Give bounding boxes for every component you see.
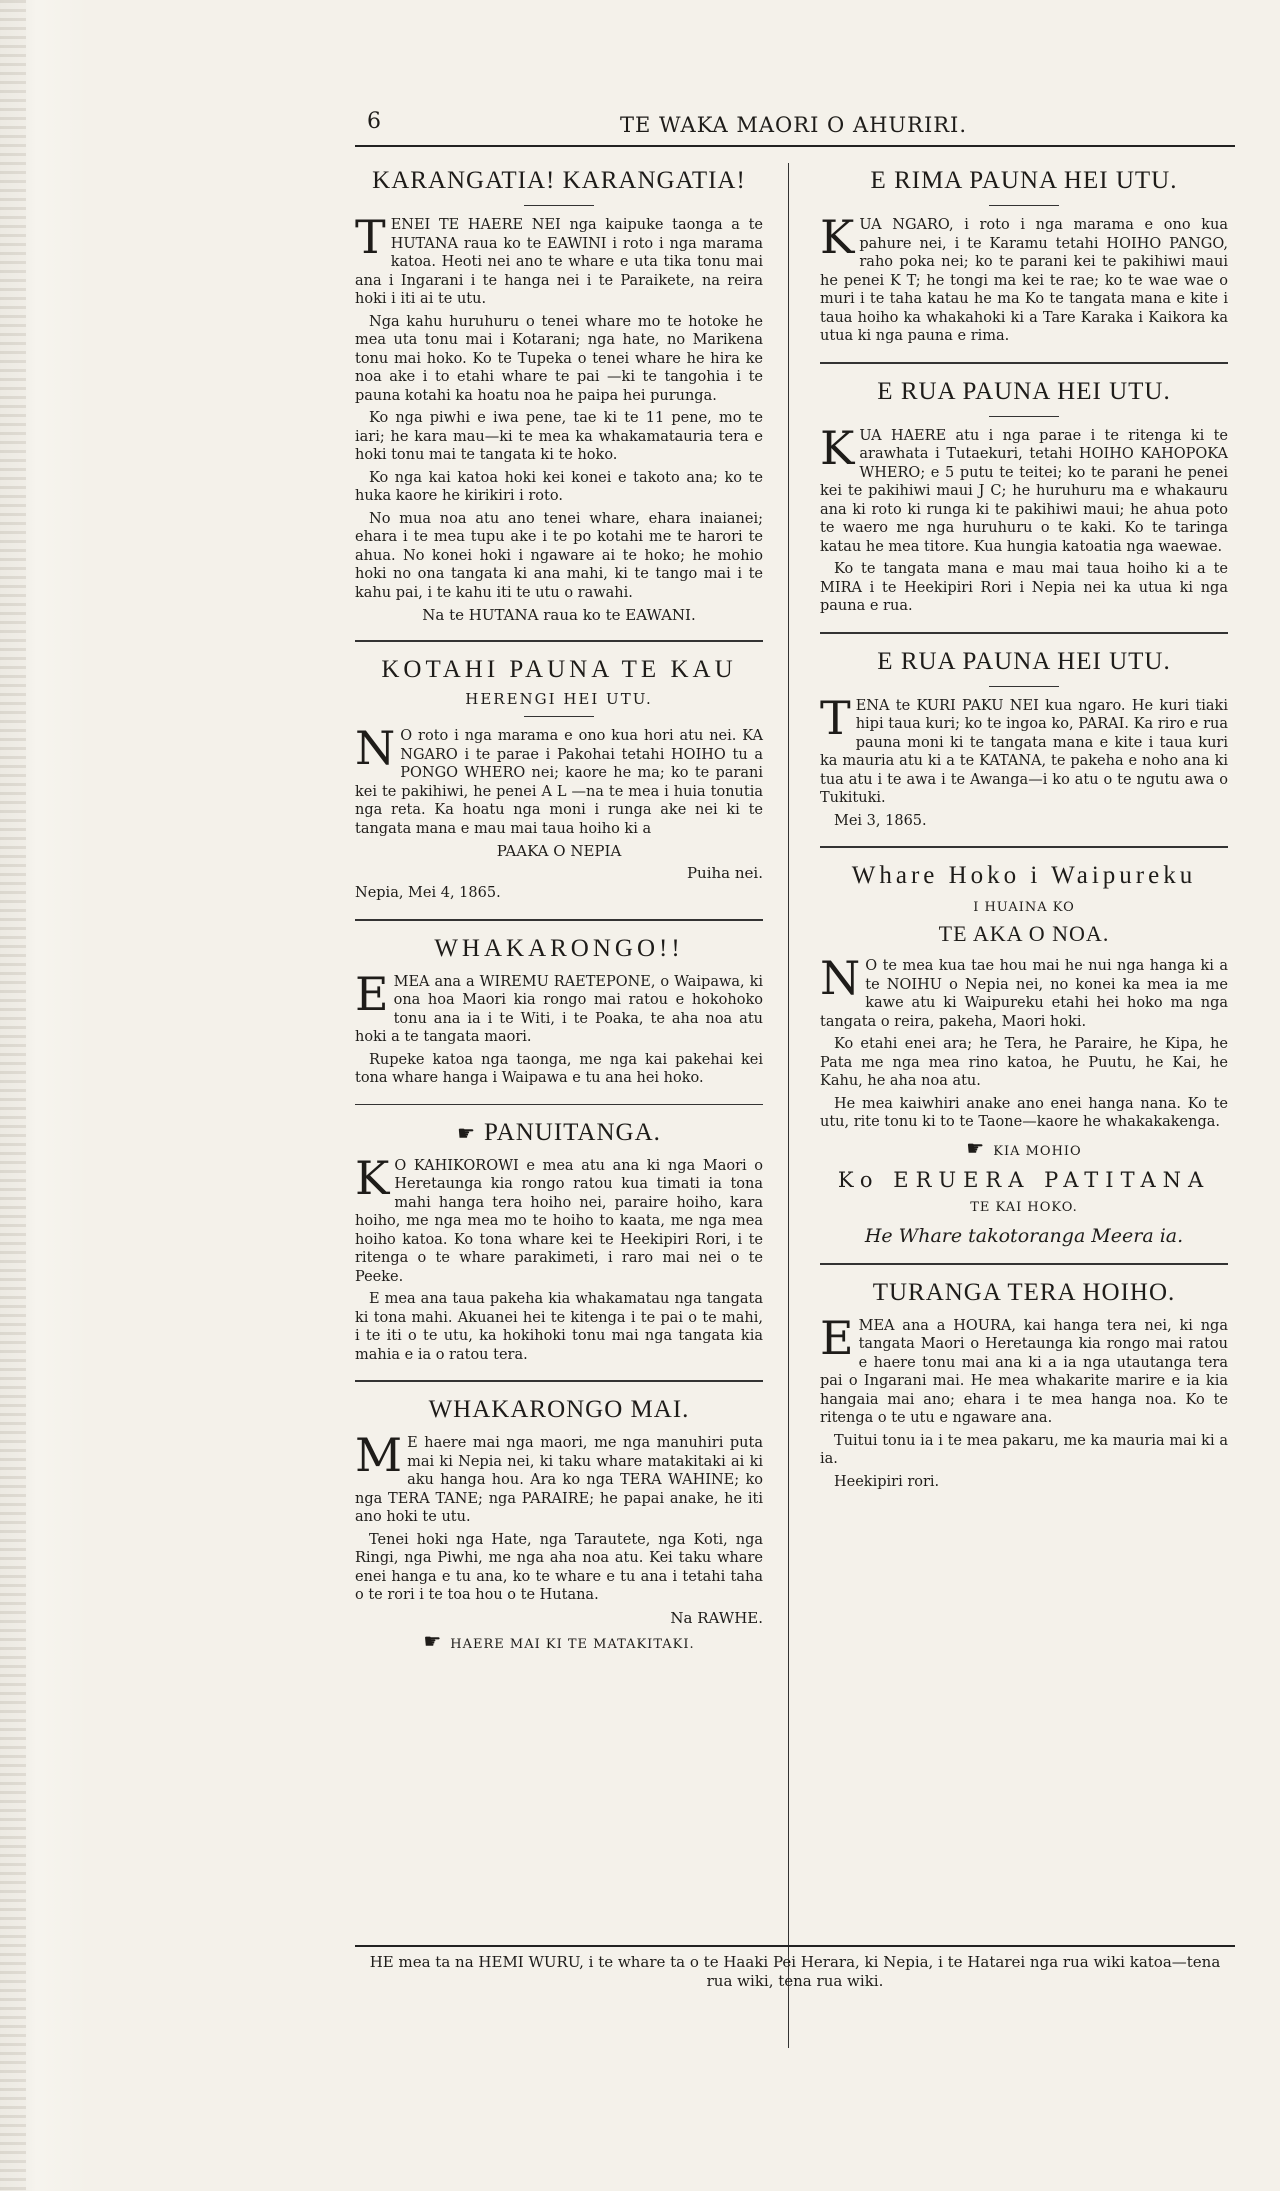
drop-cap: N	[355, 721, 396, 775]
left-column	[355, 167, 763, 1665]
seller-name: Ko ERUERA PATITANA	[837, 1167, 1211, 1192]
notice-footnote: ☛ HAERE MAI KI TE MATAKITAKI.	[423, 1628, 695, 1653]
printer-imprint: HE mea ta na HEMI WURU, i te whare ta o te Haaki Pei Herara, ki Nepia, i te Hatarei nga rua wiki katoa—tena rua wiki, tena rua wiki.	[355, 1945, 1235, 1991]
store-name: TE AKA O NOA.	[938, 921, 1110, 946]
signature: Na te HUTANA raua ko te EAWANI.	[422, 606, 696, 624]
drop-cap: N	[820, 951, 861, 1005]
notice-paragraph: Ko etahi enei ara; he Tera, he Paraire, he Kipa, he Pata me nga mea rino katoa, he Puutu, he Kai, he Kahu, he aha noa atu.	[820, 1036, 1228, 1089]
notice-paragraph: EMEA ana a HOURA, kai hanga tera nei, ki nga tangata Maori o Heretaunga kia rongo mai ratou e haere tonu mai ana ki a ia nga utautanga tera pai o Ingarani mai. He mea whakarite marire e ia kia hangaia mai ano; ehara i te mea hanga noa. Ko te ritenga o te utu e ngaware ana.	[820, 1310, 1228, 1426]
notice-paragraph: TENEI TE HAERE NEI nga kaipuke taonga a te HUTANA raua ko te EAWINI i roto i nga marama katoa. Heoti nei ano te whare e uta tika tonu mai ana i Ingarani i te hanga nei i te Paraikete, na reira hoki i iti ai te utu.	[355, 210, 763, 307]
right-column	[820, 167, 1228, 1503]
drop-cap: E	[355, 966, 389, 1021]
notice-rua-pauna-hoiho	[820, 378, 1228, 616]
drop-cap: K	[355, 1150, 390, 1205]
notice-title: TURANGA TERA HOIHO.	[872, 1278, 1176, 1306]
drop-cap: K	[820, 420, 855, 475]
signature: Na RAWHE.	[670, 1608, 763, 1627]
section-rule	[355, 1104, 763, 1105]
notice-paragraph: KUA NGARO, i roto i nga marama e ono kua pahure nei, i te Karamu tetahi HOIHO PANGO, raho poka nei; ko te parani kei te pakihiwi maui he penei K T; he tongi ma kei te rae; ko te wae wae o muri i te taha katau he ma Ko te tangata mana e kite i taua hoiho ka whakahoki ki a Tare Karaka i Kaikora ka utua ki nga pauna e rima.	[820, 210, 1228, 344]
notice-paragraph: N O roto i nga marama e ono kua hori atu nei. KA NGARO i te parae i Pakohai tetahi HOIHO tu a PONGO WHERO nei; kaore he ma; ko te parani kei te pakihiwi, he penei A L —na te mea i huia tonutia nga reta. Ka hoatu nga moni i runga ake nei ki te tangata mana e mau mai taua hoiho ki a	[355, 721, 763, 837]
notice-paragraph: Rupeke katoa nga taonga, me nga kai pakehai kei tona whare hanga i Waipawa e tu ana hei hoko.	[355, 1051, 763, 1086]
notice-paragraph: Ko nga kai katoa hoki kei konei e takoto ana; ko te huka kaore he kirikiri i roto.	[355, 469, 763, 504]
section-rule	[355, 640, 763, 642]
notice-panuitanga	[355, 1119, 763, 1365]
notice-paragraph: TENA te KURI PAKU NEI kua ngaro. He kuri tiaki hipi taua kuri; ko te ingoa ko, PARAI. Ka riro e rua pauna moni ki te tangata mana e kite i taua kuri ka mauria atu ki a te KATANA, te pakeha e noho ana ki tua atu i te awa i te Awanga—i ko atu o te ngutu awa o Tukituki.	[820, 690, 1228, 806]
section-rule	[820, 632, 1228, 634]
notice-paragraph: M E haere mai nga maori, me nga manuhiri puta mai ki Nepia nei, ki taku whare matakitaki ai ki aku hanga hou. Ara ko nga TERA WAHINE; ko nga TERA TANE; nga PARAIRE; he papai anake, he iti ano hoki te utu.	[355, 1428, 763, 1525]
notice-title: Whare Hoko i Waipureku	[851, 862, 1197, 889]
notice-subtitle: HERENGI HEI UTU.	[465, 690, 653, 708]
notice-title: WHAKARONGO MAI.	[428, 1396, 690, 1423]
notice-title: KARANGATIA! KARANGATIA!	[372, 167, 746, 194]
divider	[989, 686, 1059, 687]
notice-whare-hoko	[820, 862, 1228, 1247]
signature-place: Puiha nei.	[686, 864, 763, 882]
section-rule	[355, 1380, 763, 1382]
drop-cap: T	[820, 690, 851, 745]
notice-kotahi-pauna	[355, 656, 763, 903]
notice-paragraph: N O te mea kua tae hou mai he nui nga hanga ki a te NOIHU o Nepia nei, no konei ka mea ia me kawe atu ki Waipureku etahi hei hoko ma nga tangata o reira, pakeha, Maori hoki.	[820, 951, 1228, 1030]
notice-paragraph: No mua noa atu ano tenei whare, ehara inaianei; ehara i te mea tupu ake i te po kotahi me te harori te ahua. No konei hoki i ngaware ai te hoko; he mohio hoki no ona tangata ki ana mahi, ki te tango mai i te kahu pai, i te kahu iti te utu o rawahi.	[355, 510, 763, 601]
notice-paragraph: Tuitui tonu ia i te mea pakaru, me ka mauria mai ki a ia.	[820, 1432, 1228, 1467]
notice-title: E RIMA PAUNA HEI UTU.	[870, 167, 1178, 194]
notice-whakarongo	[355, 935, 763, 1088]
notice-signature: Heekipiri rori.	[834, 1473, 940, 1490]
drop-cap: K	[820, 210, 855, 264]
notice-title: ☛ PANUITANGA.	[457, 1118, 661, 1146]
divider	[524, 205, 594, 206]
divider	[524, 716, 594, 717]
notice-date: Nepia, Mei 4, 1865.	[355, 885, 501, 901]
notice-subtitle: I HUAINA KO	[973, 900, 1075, 915]
notice-paragraph: Nga kahu huruhuru o tenei whare mo te hotoke he mea uta tonu mai i Kotarani; nga hate, no Marikena tonu mai hoko. Ko te Tupeka o tenei whare he hira ke noa ake i to etahi whare te pai —ki te tangohia i te pauna kotahi ka hoatu noa he paipa hei purunga.	[355, 313, 763, 404]
pointing-hand-icon: ☛	[423, 1628, 443, 1653]
section-rule	[355, 919, 763, 921]
notice-title: KOTAHI PAUNA TE KAU	[381, 656, 737, 683]
notice-paragraph: He mea kaiwhiri anake ano enei hanga nana. Ko te utu, rite tonu ki to te Taone—kaore he whakakakenga.	[820, 1095, 1228, 1130]
drop-cap: E	[820, 1310, 854, 1365]
notice-whakarongo-mai	[355, 1396, 763, 1653]
notice-title: E RUA PAUNA HEI UTU.	[877, 377, 1171, 405]
notice-paragraph: KUA HAERE atu i nga parae i te ritenga ki te arawhata i Tutaekuri, tetahi HOIHO KAHOPOKA WHERO; e 5 putu te teitei; ko te parani he penei kei te pakihiwi maui J C; he huruhuru ma e whakauru ana ki roto ki runga ki te pakihiwi maui; he ahua poto te waero me nga huruhuru o te kaki. Ko te taringa katau he mea titore. Kua hungia katoatia nga waewae.	[820, 420, 1228, 555]
notice-date: Mei 3, 1865.	[834, 812, 927, 829]
notice-paragraph: EMEA ana a WIREMU RAETEPONE, o Waipawa, ki ona hoa Maori kia rongo mai ratou e hokohoko tonu ana ia i te Witi, i te Poaka, te aha noa atu hoki a te tangata maori.	[355, 966, 763, 1045]
pointing-hand-icon: ☛	[457, 1122, 477, 1145]
notice-note: ☛ KIA MOHIO	[966, 1135, 1082, 1160]
section-rule	[820, 846, 1228, 848]
notice-paragraph: Tenei hoki nga Hate, nga Tarautete, nga Koti, nga Ringi, nga Piwhi, me nga aha noa atu. Kei taku whare enei hanga e tu ana, ko te whare e tu ana i tetahi taha o te rori i te toa hou o te Hutana.	[355, 1531, 763, 1603]
divider	[989, 416, 1059, 417]
page-title: TE WAKA MAORI O AHURIRI.	[620, 113, 968, 137]
italic-note: He Whare takotoranga Meera ia.	[864, 1224, 1184, 1247]
divider	[989, 205, 1059, 206]
notice-rua-pauna-kuri	[820, 648, 1228, 831]
page-header	[355, 105, 1235, 147]
page-number: 6	[367, 109, 381, 134]
drop-cap: M	[355, 1428, 403, 1482]
column-divider	[788, 163, 789, 2048]
section-rule	[820, 1263, 1228, 1265]
notice-paragraph: K O KAHIKOROWI e mea atu ana ki nga Maori o Heretaunga kia rongo ratou kua timati ia tona mahi hanga tera hoiho nei, paraire hoiho, kara hoiho, me nga mea mo te hoiho to kaata, me nga mea hoiho katoa. Ko tona whare kei te Heekipiri Rori, i te ritenga o te whare parakimeti, i raro mai nei o te Peeke.	[355, 1150, 763, 1285]
notice-karangatia	[355, 167, 763, 624]
book-binding-edge	[0, 0, 90, 2191]
notice-title: WHAKARONGO!!	[434, 934, 684, 962]
notice-turanga-tera	[820, 1279, 1228, 1492]
drop-cap: T	[355, 210, 386, 264]
section-rule	[820, 362, 1228, 364]
notice-title: E RUA PAUNA HEI UTU.	[877, 647, 1171, 675]
notice-paragraph: E mea ana taua pakeha kia whakamatau nga tangata ki tona mahi. Akuanei hei te kitenga i te pai o te mahi, i te iti o te utu, ka hokihoki tonu mai nga tangata kia mahia e ia o ratou tera.	[355, 1291, 763, 1363]
newspaper-page	[355, 105, 1235, 1653]
notice-paragraph: Ko nga piwhi e iwa pene, tae ki te 11 pene, mo te iari; he kara mau—ki te mea ka whakamatauria tera e hoki tonu mai te tangata ki te hoko.	[355, 410, 763, 463]
pointing-hand-icon: ☛	[966, 1135, 986, 1160]
notice-paragraph: Ko te tangata mana e mau mai taua hoiho ki a te MIRA i te Heekipiri Rori i Nepia nei ka utua ki nga pauna e rua.	[820, 561, 1228, 614]
seller-role: TE KAI HOKO.	[970, 1199, 1078, 1215]
notice-rima-pauna	[820, 167, 1228, 346]
signature: PAAKA O NEPIA	[496, 842, 622, 860]
